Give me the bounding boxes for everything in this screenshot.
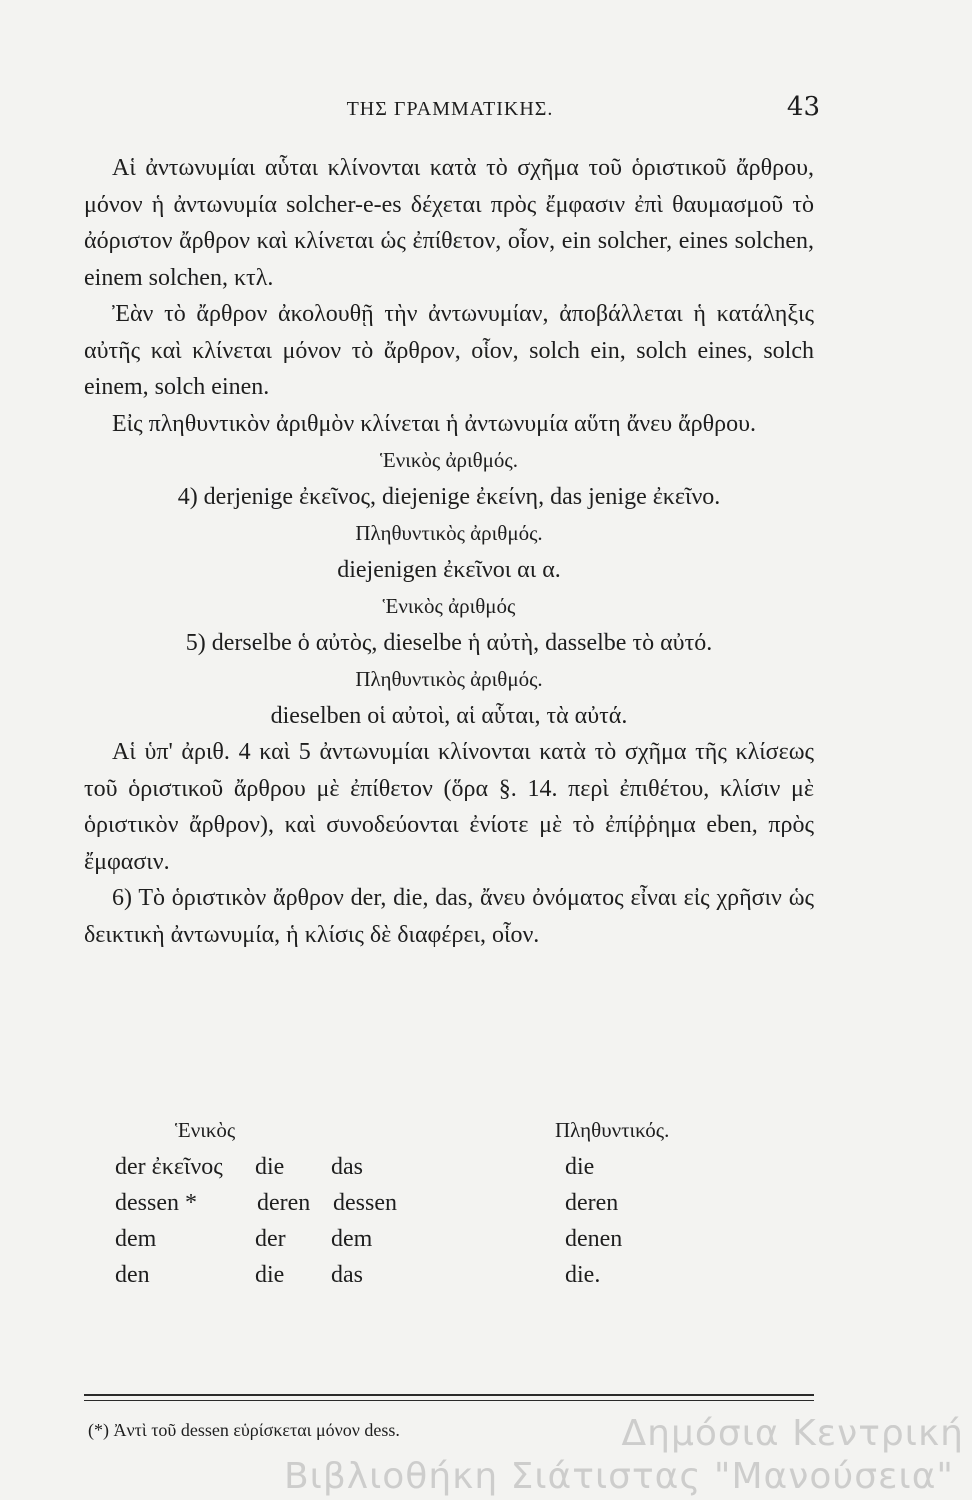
- cell-feminine: die: [255, 1262, 285, 1288]
- table-row: [115, 1262, 815, 1298]
- library-watermark-line1: Δημόσια Κεντρική: [621, 1413, 964, 1454]
- table-row: [115, 1190, 815, 1226]
- page-number: 43: [786, 92, 820, 122]
- cell-feminine: der: [255, 1226, 286, 1252]
- footnote-rule-thin: [84, 1400, 814, 1401]
- paragraph-1: Αἱ ἀντωνυμίαι αὗται κλίνονται κατὰ τὸ σχῆμα τοῦ ὁριστικοῦ ἄρθρου, μόνον ἡ ἀντωνυμία solcher-e-es δέχεται πρὸς ἔμφασιν ἐπὶ θαυμασμοῦ τὸ ἀόριστον ἄρθρον καὶ κλίνεται ὡς ἐπίθετον, οἷον, ein solcher, eines solchen, einem solchen, κτλ.: [84, 155, 814, 291]
- example-4-plural: diejenigen ἐκεῖνοι αι α.: [337, 556, 561, 583]
- table-row: [115, 1154, 815, 1190]
- paragraph-5: 6) Τὸ ὁριστικὸν ἄρθρον der, die, das, ἄνευ ὀνόματος εἶναι εἰς χρῆσιν ὡς δεικτικὴ ἀντωνυμία, ἡ κλίσις δὲ διαφέρει, οἷον.: [84, 885, 814, 948]
- footnote: (*) Ἀντὶ τοῦ dessen εὑρίσκεται μόνον dess.: [88, 1420, 400, 1440]
- cell-neuter: dem: [331, 1226, 373, 1252]
- cell-plural: deren: [565, 1190, 619, 1216]
- heading-singular-1: Ἑνικὸς ἀριθμός.: [379, 448, 519, 472]
- paragraph-2: Ἐὰν τὸ ἄρθρον ἀκολουθῇ τὴν ἀντωνυμίαν, ἀποβάλλεται ἡ κατάληξις αὐτῆς καὶ κλίνεται μόνον τὸ ἄρθρον, οἷον, solch ein, solch eines, solch einem, solch einen.: [84, 301, 814, 400]
- paragraph-3: Εἰς πληθυντικὸν ἀριθμὸν κλίνεται ἡ ἀντωνυμία αὕτη ἄνευ ἄρθρου.: [112, 410, 757, 437]
- paragraph-4: Αἱ ὑπ' ἀριθ. 4 καὶ 5 ἀντωνυμίαι κλίνονται κατὰ τὸ σχῆμα τῆς κλίσεως τοῦ ὁριστικοῦ ἄρθρου μὲ ἐπίθετον (ὅρα §. 14. περὶ ἐπιθέτου, κλίσιν μὲ ὁριστικὸν ἄρθρον), καὶ συνοδεύονται ἐνίοτε μὲ τὸ ἐπίῤῥημα eben, πρὸς ἔμφασιν.: [84, 739, 814, 875]
- cell-plural: die.: [565, 1262, 601, 1288]
- footnote-rule: [84, 1394, 814, 1396]
- example-4: 4) derjenige ἐκεῖνος, diejenige ἐκείνη, das jenige ἐκεῖνο.: [177, 483, 721, 510]
- heading-singular-2: Ἑνικὸς ἀριθμός: [382, 594, 516, 618]
- heading-plural-1: Πληθυντικὸς ἀριθμός.: [355, 521, 543, 545]
- example-5-plural: dieselben οἱ αὐτοὶ, αἱ αὗται, τὰ αὐτά.: [270, 702, 628, 729]
- example-5: 5) derselbe ὁ αὐτὸς, dieselbe ἡ αὐτὴ, dasselbe τὸ αὐτό.: [185, 629, 713, 656]
- cell-masculine: den: [115, 1262, 150, 1288]
- cell-plural: denen: [565, 1226, 623, 1252]
- cell-masculine: dessen *: [115, 1190, 197, 1216]
- cell-feminine: deren: [257, 1190, 311, 1216]
- cell-neuter: das: [331, 1154, 363, 1180]
- table-header: [115, 1118, 815, 1154]
- header-singular: Ἑνικὸς: [175, 1118, 236, 1142]
- cell-feminine: die: [255, 1154, 285, 1180]
- heading-plural-2: Πληθυντικὸς ἀριθμός.: [355, 667, 543, 691]
- header-plural: Πληθυντικός.: [555, 1118, 670, 1142]
- page-header: [80, 92, 820, 128]
- cell-plural: die: [565, 1154, 595, 1180]
- declension-table: [115, 1118, 815, 1298]
- cell-masculine: der ἐκεῖνος: [115, 1154, 223, 1180]
- library-watermark-line2: Βιβλιοθήκη Σιάτιστας "Μανούσεια": [283, 1456, 954, 1497]
- cell-neuter: das: [331, 1262, 363, 1288]
- running-title: ΤΗΣ ΓΡΑΜΜΑΤΙΚΗΣ.: [346, 98, 554, 120]
- body-text: [84, 150, 814, 953]
- cell-masculine: dem: [115, 1226, 157, 1252]
- cell-neuter: dessen: [333, 1190, 397, 1216]
- table-row: [115, 1226, 815, 1262]
